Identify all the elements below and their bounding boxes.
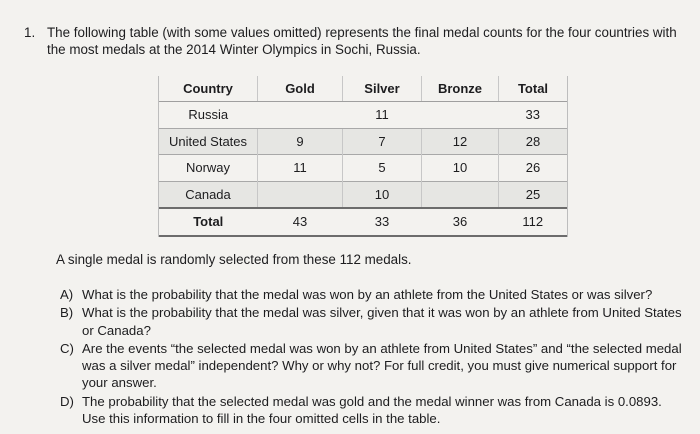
cell-bronze [422, 181, 499, 208]
cell-country: Norway [159, 155, 258, 182]
part-b [60, 304, 685, 339]
cell-gold: 11 [258, 155, 343, 182]
table-row [159, 102, 567, 129]
question-text: The following table (with some values omitted) represents the final medal counts for the four countries with the most medals at the 2014 Winter Olympics in Sochi, Russia. [47, 25, 677, 57]
table-row [159, 181, 567, 208]
cell-country: Canada [159, 181, 258, 208]
intro-text: A single medal is randomly selected from these 112 medals. [56, 252, 412, 267]
header-silver: Silver [343, 76, 422, 102]
part-label: A) [60, 287, 74, 302]
cell-gold: 43 [258, 208, 343, 236]
cell-bronze [422, 102, 499, 129]
cell-total: 112 [499, 208, 568, 236]
cell-bronze: 10 [422, 155, 499, 182]
part-label: B) [60, 305, 74, 321]
question-parts [60, 286, 685, 428]
cell-silver: 5 [343, 155, 422, 182]
part-label: C) [60, 340, 74, 356]
part-c [60, 340, 685, 392]
part-label: D) [60, 393, 74, 409]
header-gold: Gold [258, 76, 343, 102]
part-d [60, 393, 685, 428]
question-number: 1. [24, 25, 36, 40]
question-prompt [24, 24, 684, 58]
cell-country: Russia [188, 107, 229, 123]
table-header-row [159, 76, 567, 102]
cell-silver: 10 [343, 181, 422, 208]
medal-table [159, 76, 567, 237]
cell-total: 25 [499, 181, 568, 208]
part-a [60, 286, 685, 303]
cell-total: 33 [525, 107, 540, 123]
cell-country: United States [159, 128, 258, 155]
part-text: What is the probability that the medal was silver, given that it was won by an athlete from United States or Canada? [82, 305, 682, 338]
header-bronze: Bronze [422, 76, 499, 102]
header-country: Country [159, 76, 258, 102]
cell-bronze: 12 [422, 128, 499, 155]
cell-total: 28 [499, 128, 568, 155]
cell-silver: 33 [343, 208, 422, 236]
cell-silver: 11 [375, 107, 389, 123]
medal-table-container [158, 76, 568, 237]
header-total: Total [499, 76, 568, 102]
cell-gold: 9 [258, 128, 343, 155]
cell-silver: 7 [343, 128, 422, 155]
cell-gold [258, 102, 343, 129]
cell-country: Total [159, 208, 258, 236]
cell-bronze: 36 [422, 208, 499, 236]
cell-total: 26 [499, 155, 568, 182]
cell-gold [258, 181, 343, 208]
table-row [159, 155, 567, 182]
part-text: What is the probability that the medal was won by an athlete from the United States or was silver? [82, 287, 653, 302]
table-row [159, 128, 567, 155]
part-text: The probability that the selected medal was gold and the medal winner was from Canada is 0.0893. Use this information to fill in the four omitted cells in the table. [82, 393, 662, 427]
part-text: Are the events “the selected medal was won by an athlete from United States” and “the selected medal was a silver medal” independent? Why or why not? For full credit, you must give numerical support for your answer. [82, 340, 682, 391]
table-total-row [159, 208, 567, 236]
